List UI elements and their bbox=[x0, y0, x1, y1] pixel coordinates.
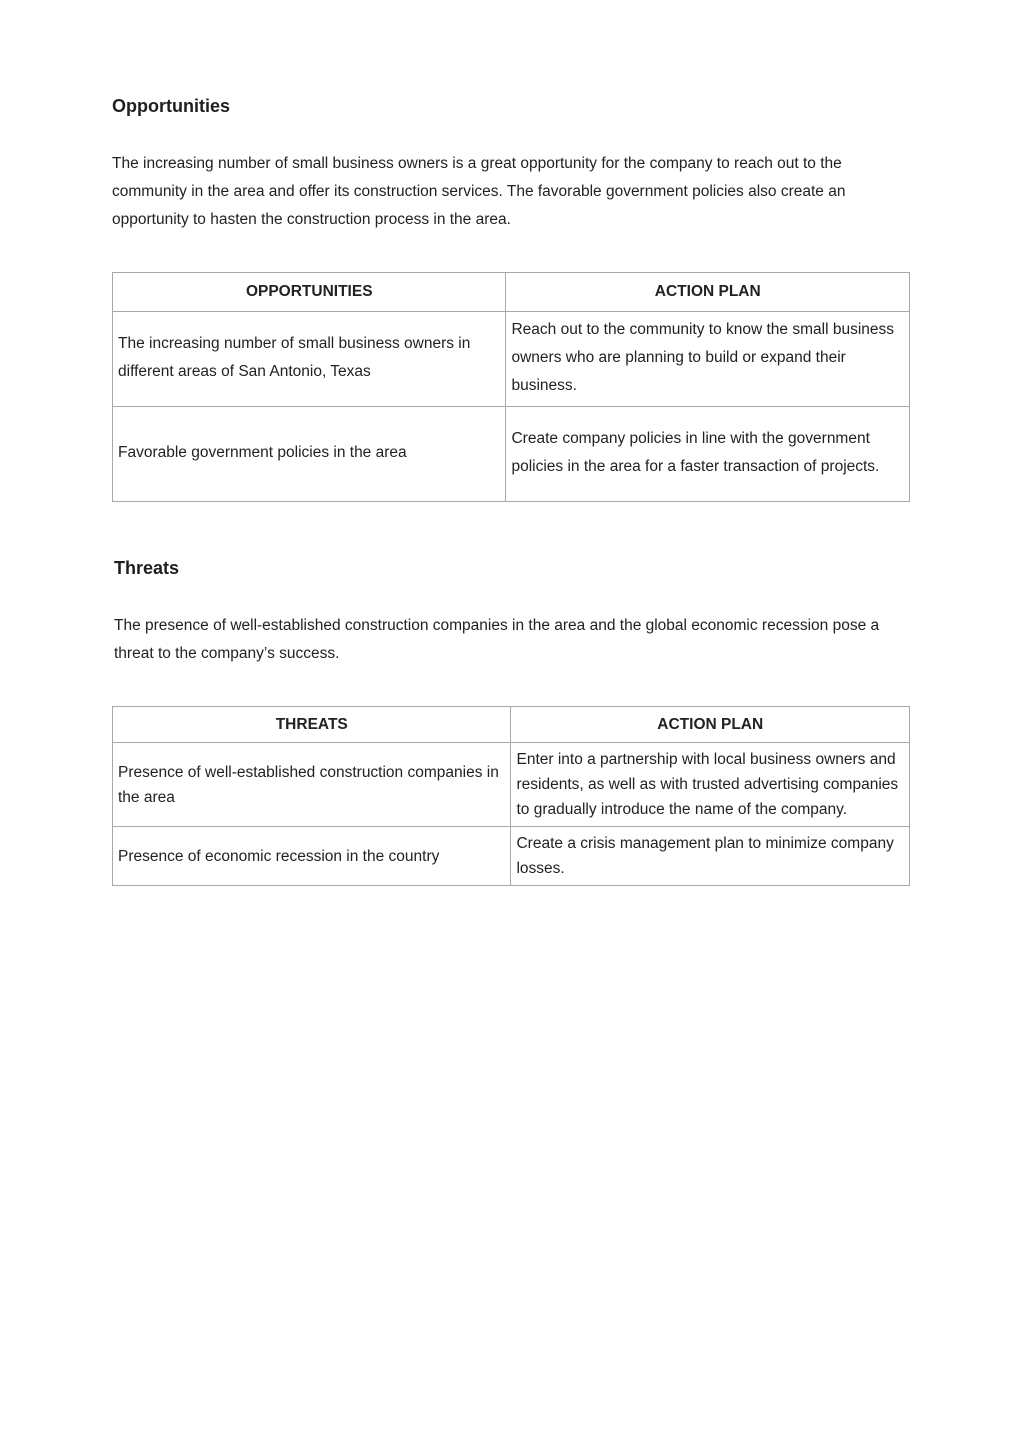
action-plan-column-header: ACTION PLAN bbox=[506, 273, 910, 312]
opportunity-cell: Favorable government policies in the area bbox=[113, 407, 506, 502]
table-row bbox=[113, 827, 910, 886]
threats-column-header: THREATS bbox=[113, 707, 511, 743]
table-header-row bbox=[113, 273, 910, 312]
opportunities-table bbox=[112, 272, 910, 502]
action-plan-cell: Enter into a partnership with local business owners and residents, as well as with trusted advertising companies to gradually introduce the name of the company. bbox=[511, 743, 910, 827]
table-row bbox=[113, 312, 910, 407]
action-plan-cell: Create company policies in line with the government policies in the area for a faster transaction of projects. bbox=[506, 407, 910, 502]
opportunities-heading: Opportunities bbox=[112, 96, 230, 116]
threat-cell: Presence of economic recession in the country bbox=[113, 827, 511, 886]
action-plan-column-header: ACTION PLAN bbox=[511, 707, 910, 743]
threat-cell: Presence of well-established construction companies in the area bbox=[113, 743, 511, 827]
table-row bbox=[113, 743, 910, 827]
action-plan-cell: Reach out to the community to know the small business owners who are planning to build or expand their business. bbox=[506, 312, 910, 407]
opportunities-paragraph: The increasing number of small business owners is a great opportunity for the company to reach out to the community in the area and offer its construction services. The favorable government policies also create an opportunity to hasten the construction process in the area. bbox=[112, 155, 846, 228]
threats-heading: Threats bbox=[114, 558, 180, 578]
table-header-row bbox=[113, 707, 910, 743]
table-row bbox=[113, 407, 910, 502]
opportunities-section bbox=[112, 92, 910, 502]
threats-table bbox=[112, 706, 910, 886]
threats-paragraph: The presence of well-established construction companies in the area and the global economic recession pose a threat to the company’s success. bbox=[114, 617, 880, 662]
opportunity-cell: The increasing number of small business owners in different areas of San Antonio, Texas bbox=[113, 312, 506, 407]
action-plan-cell: Create a crisis management plan to minimize company losses. bbox=[511, 827, 910, 886]
threats-section bbox=[112, 554, 910, 886]
opportunities-column-header: OPPORTUNITIES bbox=[113, 273, 506, 312]
